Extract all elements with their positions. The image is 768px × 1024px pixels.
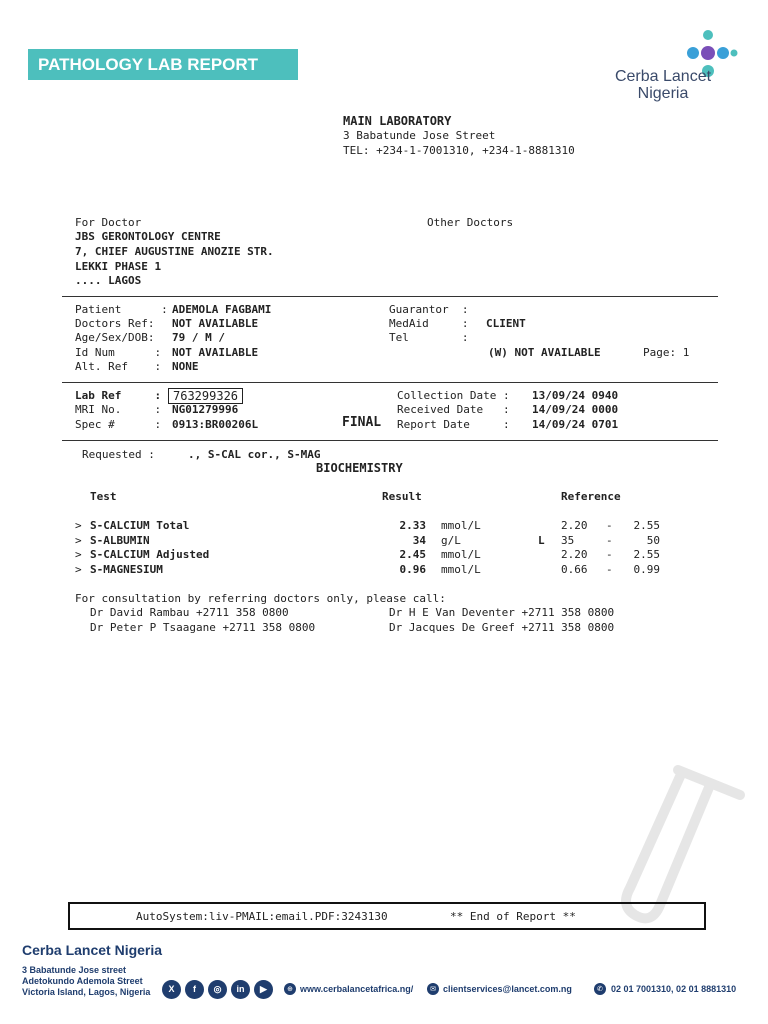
x-twitter-icon[interactable]: X xyxy=(162,980,181,999)
alt-ref-value: NONE xyxy=(172,360,199,373)
work-phone-value: (W) NOT AVAILABLE xyxy=(488,346,601,359)
consult-doctor: Dr David Rambau +2711 358 0800 xyxy=(90,606,289,619)
medaid-label: MedAid : xyxy=(389,317,469,330)
age-sex-dob-value: 79 / M / xyxy=(172,331,225,344)
id-num-label: Id Num : xyxy=(75,346,162,359)
final-status: FINAL xyxy=(342,415,382,430)
patient-name: ADEMOLA FAGBAMI xyxy=(172,303,272,316)
received-date-label: Received Date : xyxy=(397,403,510,416)
ref-low: 0.66 xyxy=(561,563,588,576)
footer-address xyxy=(22,965,150,998)
lab-tel: TEL: +234-1-7001310, +234-1-8881310 xyxy=(343,144,575,157)
doctors-ref-label: Doctors Ref: xyxy=(75,317,155,330)
received-date-value: 14/09/24 0000 xyxy=(532,403,619,416)
other-doctors-label: Other Doctors xyxy=(427,216,514,229)
section-title: BIOCHEMISTRY xyxy=(316,461,403,475)
end-of-report-text: ** End of Report ** xyxy=(450,910,576,923)
address-line: Victoria Island, Lagos, Nigeria xyxy=(22,987,151,997)
collection-date-value: 13/09/24 0940 xyxy=(532,389,619,402)
test-unit: mmol/L xyxy=(441,519,481,532)
doctors-ref-value: NOT AVAILABLE xyxy=(172,317,259,330)
medaid-value: CLIENT xyxy=(486,317,526,330)
doctor-line: LEKKI PHASE 1 xyxy=(75,260,162,273)
patient-label: Patient : xyxy=(75,303,168,316)
address-line: Adetokundo Ademola Street xyxy=(22,976,143,986)
lab-ref-label: Lab Ref : xyxy=(75,389,162,402)
spec-label: Spec # : xyxy=(75,418,162,431)
test-result: 34 xyxy=(412,534,426,547)
ref-dash: - xyxy=(606,548,613,561)
doctor-line: JBS GERONTOLOGY CENTRE xyxy=(75,230,221,243)
end-of-report-box xyxy=(68,902,706,930)
column-header-reference: Reference xyxy=(561,490,621,503)
divider xyxy=(62,382,718,383)
test-result: 2.45 xyxy=(399,548,426,561)
report-date-value: 14/09/24 0701 xyxy=(532,418,619,431)
collection-date-label: Collection Date : xyxy=(397,389,510,402)
ref-high: 50 xyxy=(646,534,660,547)
requested-value: ., S-CAL cor., S-MAG xyxy=(188,448,321,461)
footer-brand-name: Cerba Lancet Nigeria xyxy=(22,942,163,958)
test-unit: g/L xyxy=(441,534,461,547)
lab-ref-value: 763299326 xyxy=(168,388,243,404)
autosystem-text: AutoSystem:liv-PMAIL:email.PDF:3243130 xyxy=(136,910,388,923)
age-sex-dob-label: Age/Sex/DOB: xyxy=(75,331,155,344)
consult-doctor: Dr Peter P Tsaagane +2711 358 0800 xyxy=(90,621,316,634)
consult-doctor: Dr H E Van Deventer +2711 358 0800 xyxy=(389,606,615,619)
address-line: 3 Babatunde Jose street xyxy=(22,965,127,975)
test-result: 0.96 xyxy=(399,563,426,576)
ref-dash: - xyxy=(606,519,613,532)
email-icon: ✉ xyxy=(427,983,439,995)
brand-line1: Cerba Lancet xyxy=(614,68,712,85)
row-marker: > xyxy=(75,519,82,532)
facebook-icon[interactable]: f xyxy=(185,980,204,999)
tel-label: Tel : xyxy=(389,331,469,344)
column-header-result: Result xyxy=(382,490,422,503)
ref-low: 2.20 xyxy=(561,519,588,532)
doctor-line: .... LAGOS xyxy=(75,274,142,287)
consult-doctor: Dr Jacques De Greef +2711 358 0800 xyxy=(389,621,615,634)
brand-logo-text xyxy=(596,68,730,102)
divider xyxy=(62,296,718,297)
website-link[interactable]: www.cerbalancetafrica.ng/ xyxy=(300,984,414,994)
report-title-banner: PATHOLOGY LAB REPORT xyxy=(28,49,298,80)
ref-dash: - xyxy=(606,534,613,547)
ref-high: 0.99 xyxy=(633,563,660,576)
divider xyxy=(62,440,718,441)
phone-numbers: 02 01 7001310, 02 01 8881310 xyxy=(611,984,737,994)
requested-label: Requested : xyxy=(82,448,155,461)
ref-low: 2.20 xyxy=(561,548,588,561)
row-marker: > xyxy=(75,548,82,561)
ref-dash: - xyxy=(606,563,613,576)
test-flag: L xyxy=(538,534,545,547)
ref-high: 2.55 xyxy=(633,548,660,561)
linkedin-icon[interactable]: in xyxy=(231,980,250,999)
test-unit: mmol/L xyxy=(441,563,481,576)
id-num-value: NOT AVAILABLE xyxy=(172,346,259,359)
ref-high: 2.55 xyxy=(633,519,660,532)
for-doctor-label: For Doctor xyxy=(75,216,142,229)
globe-icon: ⊕ xyxy=(284,983,296,995)
mri-value: NG01279996 xyxy=(172,403,239,416)
lab-address: 3 Babatunde Jose Street xyxy=(343,129,496,142)
alt-ref-label: Alt. Ref : xyxy=(75,360,162,373)
spec-value: 0913:BR00206L xyxy=(172,418,259,431)
test-name: S-MAGNESIUM xyxy=(90,563,163,576)
guarantor-label: Guarantor : xyxy=(389,303,469,316)
test-name: S-CALCIUM Total xyxy=(90,519,190,532)
email-link[interactable]: clientservices@lancet.com.ng xyxy=(443,984,572,994)
test-result: 2.33 xyxy=(399,519,426,532)
lab-name: MAIN LABORATORY xyxy=(343,114,452,128)
instagram-icon[interactable]: ◎ xyxy=(208,980,227,999)
youtube-icon[interactable]: ▶ xyxy=(254,980,273,999)
consultation-intro: For consultation by referring doctors only, please call: xyxy=(75,592,446,605)
phone-icon: ✆ xyxy=(594,983,606,995)
column-header-test: Test xyxy=(90,490,117,503)
mri-label: MRI No. : xyxy=(75,403,162,416)
test-unit: mmol/L xyxy=(441,548,481,561)
doctor-line: 7, CHIEF AUGUSTINE ANOZIE STR. xyxy=(75,245,274,258)
brand-line2: Nigeria xyxy=(637,85,689,102)
row-marker: > xyxy=(75,534,82,547)
test-name: S-CALCIUM Adjusted xyxy=(90,548,210,561)
page-number: Page: 1 xyxy=(643,346,690,359)
ref-low: 35 xyxy=(561,534,575,547)
row-marker: > xyxy=(75,563,82,576)
report-date-label: Report Date : xyxy=(397,418,510,431)
test-name: S-ALBUMIN xyxy=(90,534,150,547)
